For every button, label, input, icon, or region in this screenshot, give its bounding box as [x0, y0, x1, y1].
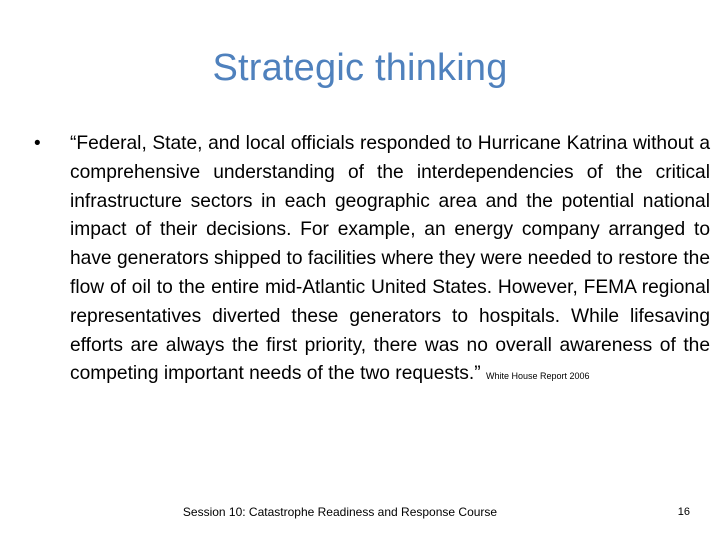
slide-footer: Session 10: Catastrophe Readiness and Response Course: [182, 505, 498, 519]
bullet-icon: •: [34, 133, 41, 154]
quote-text-block: [70, 130, 710, 389]
quote-attribution: White House Report 2006: [485, 371, 590, 382]
slide-title: Strategic thinking: [212, 47, 508, 89]
quote-text: “Federal, State, and local officials responded to Hurricane Katrina without a comprehensive understanding of the interdependencies of the critical infrastructure sectors in each geographic area and the potential national impact of their decisions. For example, an energy company arranged to have generators shipped to facilities where they were needed to restore the flow of oil to the entire mid-Atlantic United States. However, FEMA regional representatives diverted these generators to hospitals. While lifesaving efforts are always the first priority, there was no overall awareness of the competing important needs of the two requests.”: [70, 133, 710, 385]
page-number: 16: [677, 506, 690, 518]
